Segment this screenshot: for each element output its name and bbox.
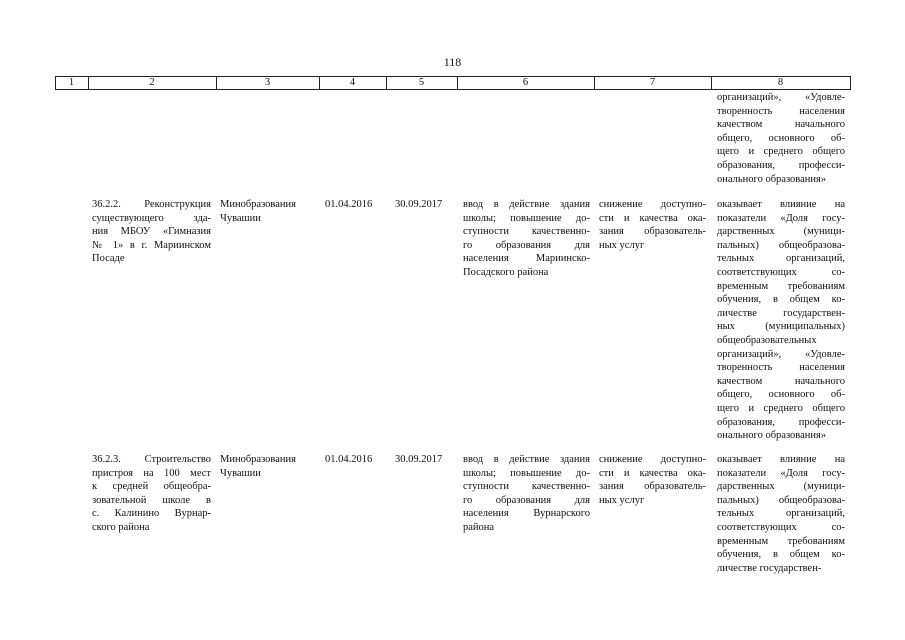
consequence-cell [599,198,706,252]
text-line: к средней общеобра- [92,481,211,493]
column-number-8: 8 [777,77,784,88]
text-line: ввод в действие здания [463,199,590,210]
text-line: онального образования» [717,173,827,185]
measure-cell [92,198,211,266]
text-line: ных (муниципальных) [717,321,845,333]
text-line: общего, основного об- [717,389,845,401]
text-line: временным требованиям [717,535,845,547]
text-line: сти и качества ока- [599,212,706,224]
text-line: временным требованиям [717,280,845,292]
text-line: тельных организаций, [717,253,845,265]
text-line: оказывает влияние на [717,454,845,465]
text-line: личестве государствен- [717,307,845,319]
text-line: ского района [92,521,150,533]
text-line: школы; повышение до- [463,467,590,479]
text-line: № 1» в г. Мариинском [92,239,211,251]
text-line: го образования для [463,239,590,251]
text-line: творенность населения [717,362,845,374]
text-line: 36.2.2. Реконструкция [92,199,211,210]
text-line: ных услуг [599,239,645,251]
text-line: населения Вурнарского [463,508,590,520]
text-line: организаций», «Удовле- [717,348,845,360]
text-line: обучения, в общем ко- [717,549,845,561]
text-line: снижение доступно- [599,199,706,210]
text-line: образования, професси- [717,416,845,428]
text-line: соответствующих со- [717,521,845,533]
column-divider [850,76,851,89]
text-line: показатели «Доля госу- [717,467,845,479]
text-line: зовательной школе в [92,494,211,506]
column-number-4: 4 [349,77,356,88]
start-date: 01.04.2016 [325,454,373,465]
text-line: личестве государствен- [717,562,822,574]
column-number-2: 2 [149,77,155,88]
text-line: щего и среднего общего [717,402,845,414]
text-line: щего и среднего общего [717,146,845,158]
end-date: 30.09.2017 [395,454,443,465]
text-line: творенность населения [717,105,845,117]
text-line: сти и качества ока- [599,467,706,479]
text-line: организаций», «Удовле- [717,92,845,103]
text-line: зания образователь- [599,481,706,493]
text-line: показатели «Доля госу- [717,212,845,224]
text-line: Минобразования [220,199,296,210]
text-line: дарственных (муници- [717,481,845,493]
continued-effect-text [717,91,845,186]
column-number-6: 6 [522,77,529,88]
consequence-cell [599,453,706,507]
result-cell [463,198,590,280]
end-date: 30.09.2017 [395,199,443,210]
text-line: ступности качественно- [463,226,590,238]
page-number: 118 [443,55,462,69]
effect-cell [717,453,845,575]
text-line: ступности качественно- [463,481,590,493]
text-line: с. Калинино Вурнар- [92,508,211,520]
text-line: тельных организаций, [717,508,845,520]
text-line: общего, основного об- [717,132,845,144]
text-line: Посадского района [463,266,549,278]
result-cell [463,453,590,535]
text-line: населения Мариинско- [463,253,590,265]
text-line: пристроя на 100 мест [92,467,211,479]
effect-cell [717,198,845,443]
text-line: общеобразовательных [717,334,817,346]
text-line: образования, професси- [717,159,845,171]
text-line: Минобразования [220,454,296,465]
text-line: ввод в действие здания [463,454,590,465]
text-line: онального образования» [717,430,827,442]
column-number-5: 5 [418,77,425,88]
text-line: школы; повышение до- [463,212,590,224]
column-number-7: 7 [649,77,656,88]
measure-cell [92,453,211,535]
text-line: качеством начального [717,375,845,387]
executor-cell [220,453,316,480]
text-line: снижение доступно- [599,454,706,465]
text-line: пальных) общеобразова- [717,239,845,251]
text-line: Чувашии [220,212,261,224]
table-header-bottom-rule [55,89,851,90]
text-line: го образования для [463,494,590,506]
text-line: Посаде [92,253,125,265]
column-number-3: 3 [264,77,271,88]
text-line: 36.2.3. Строительство [92,454,211,465]
text-line: качеством начального [717,119,845,131]
text-line: обучения, в общем ко- [717,294,845,306]
start-date: 01.04.2016 [325,199,373,210]
executor-cell [220,198,316,225]
column-number-1: 1 [68,77,75,88]
text-line: пальных) общеобразова- [717,494,845,506]
text-line: зания образователь- [599,226,706,238]
text-line: ния МБОУ «Гимназия [92,226,211,238]
text-line: оказывает влияние на [717,199,845,210]
text-line: существующего зда- [92,212,211,224]
text-line: дарственных (муници- [717,226,845,238]
text-line: Чувашии [220,467,261,479]
text-line: ных услуг [599,494,645,506]
text-line: соответствующих со- [717,266,845,278]
text-line: района [463,521,495,533]
